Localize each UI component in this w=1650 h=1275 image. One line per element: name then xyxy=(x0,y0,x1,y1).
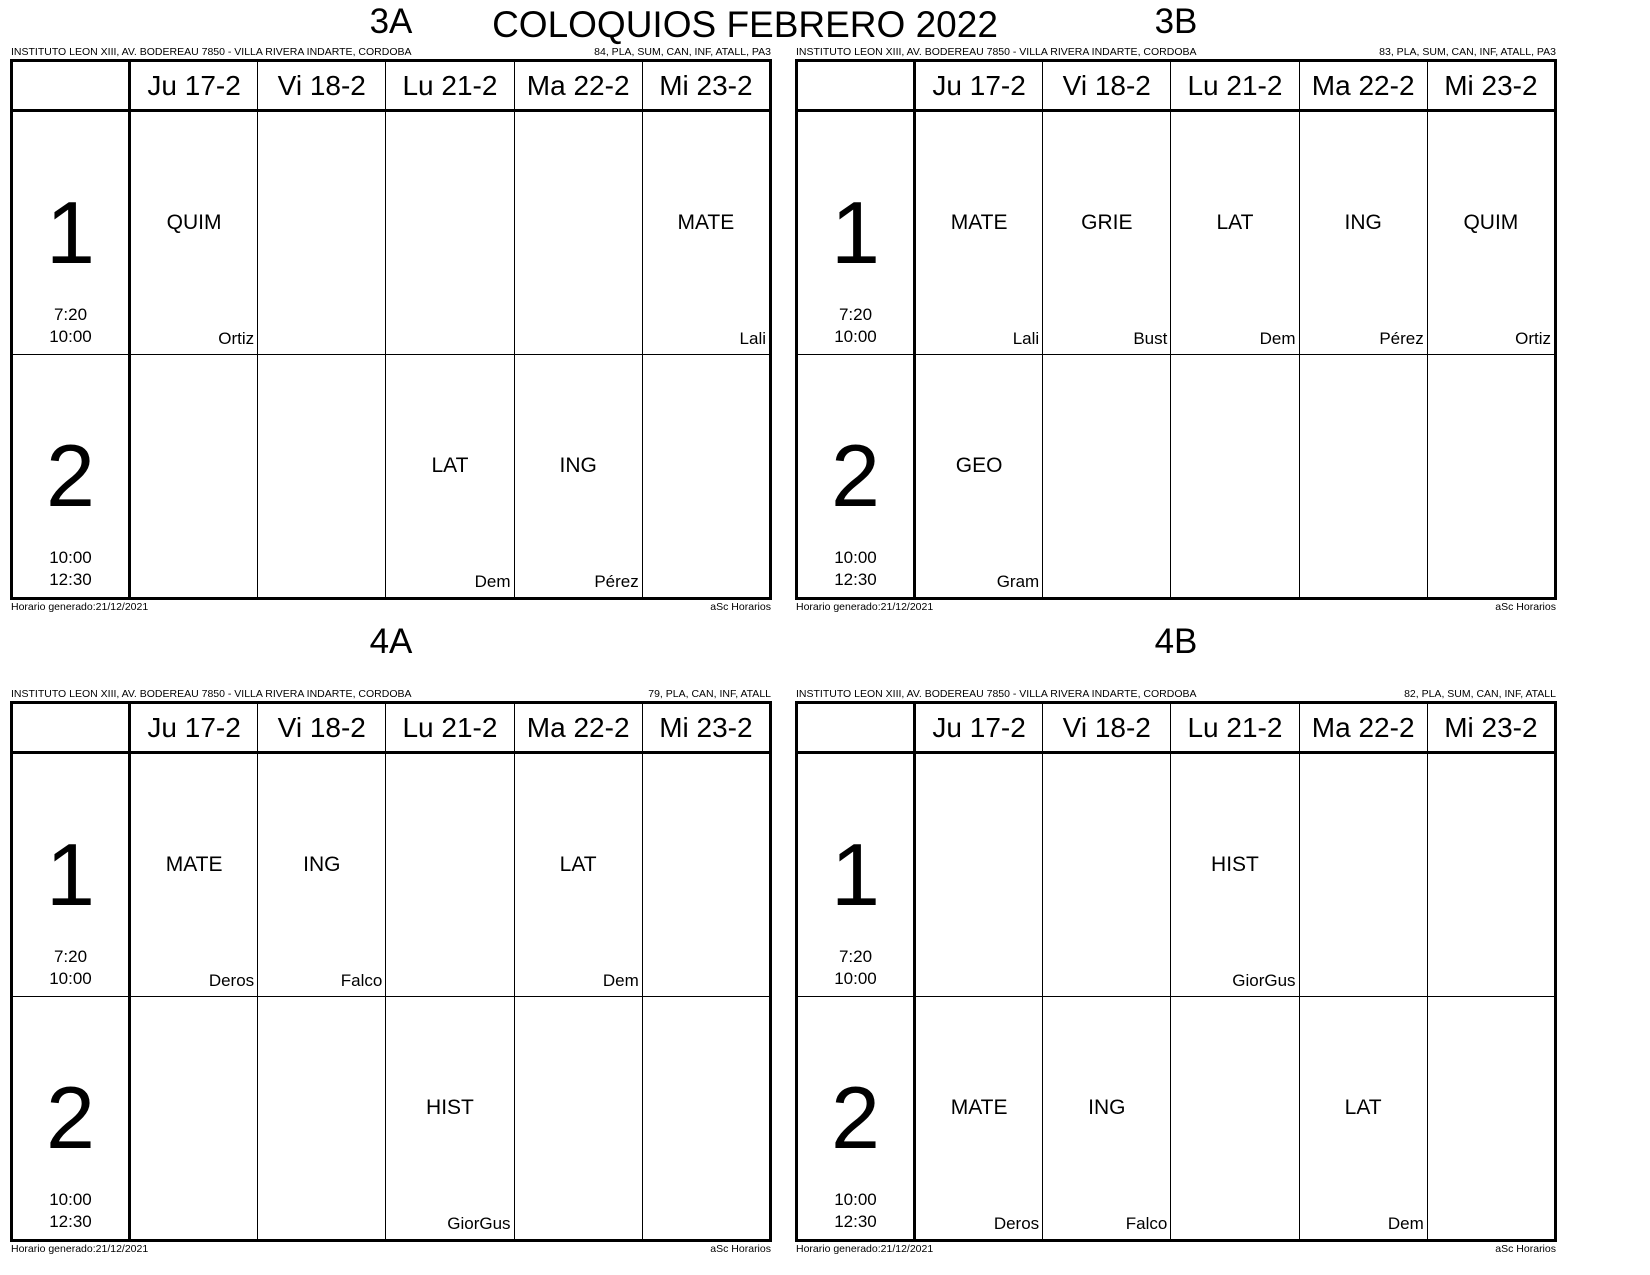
day-header-row xyxy=(797,61,1556,111)
timetable-block-4a xyxy=(10,622,772,1255)
teacher-label: Deros xyxy=(993,1214,1040,1233)
lesson-cell xyxy=(514,355,642,599)
lesson-cell xyxy=(258,111,386,355)
generated-date: Horario generado:21/12/2021 xyxy=(11,601,149,613)
period-row xyxy=(12,753,771,997)
lesson-cell xyxy=(1171,355,1299,599)
lesson-cell xyxy=(1299,355,1427,599)
corner-cell xyxy=(797,61,915,111)
subject-label: QUIM xyxy=(1463,211,1519,235)
teacher-label: Ortiz xyxy=(1515,329,1551,348)
day-header: Vi 18-2 xyxy=(1043,61,1171,111)
lesson-cell xyxy=(1043,355,1171,599)
timetable-block-3a xyxy=(10,2,772,613)
period-number: 1 xyxy=(831,183,880,282)
timetable-grid xyxy=(10,701,772,1242)
lesson-cell xyxy=(642,111,770,355)
period-number: 2 xyxy=(831,1068,880,1167)
subject-label: HIST xyxy=(1211,853,1259,877)
subject-label: ING xyxy=(303,853,341,877)
teacher-label: GiorGus xyxy=(447,1214,511,1233)
teacher-label: Pérez xyxy=(594,572,639,591)
lesson-cell xyxy=(915,355,1043,599)
lesson-cell xyxy=(1043,111,1171,355)
lesson-cell xyxy=(915,111,1043,355)
day-header: Vi 18-2 xyxy=(258,61,386,111)
lesson-cell xyxy=(514,111,642,355)
period-cell xyxy=(12,111,130,355)
lesson-cell xyxy=(386,753,514,997)
teacher-label: Ortiz xyxy=(218,329,255,348)
period-cell xyxy=(12,997,130,1241)
timetable-grid xyxy=(10,59,772,600)
period-cell xyxy=(12,753,130,997)
subject-label: GRIE xyxy=(1081,211,1133,235)
period-cell xyxy=(797,111,915,355)
corner-cell xyxy=(12,61,130,111)
asc-horarios-brand: aSc Horarios xyxy=(710,1243,771,1255)
day-header: Ma 22-2 xyxy=(1299,703,1427,753)
class-title: 4A xyxy=(369,622,413,661)
corner-cell xyxy=(12,703,130,753)
subject-label: HIST xyxy=(426,1096,474,1120)
teacher-label: Gram xyxy=(996,572,1040,591)
teacher-label: Dem xyxy=(1387,1214,1424,1233)
lesson-cell xyxy=(1299,111,1427,355)
time-start: 7:20 xyxy=(838,304,873,324)
rooms-list: 82, PLA, SUM, CAN, INF, ATALL xyxy=(1404,688,1556,700)
period-cell xyxy=(797,355,915,599)
lesson-cell xyxy=(258,997,386,1241)
period-times xyxy=(13,547,128,591)
day-header: Ma 22-2 xyxy=(514,703,642,753)
lesson-cell xyxy=(386,355,514,599)
time-end: 10:00 xyxy=(49,968,92,988)
lesson-cell xyxy=(130,753,258,997)
day-header: Ma 22-2 xyxy=(1299,61,1427,111)
teacher-label: Lali xyxy=(739,329,766,348)
teacher-label: Dem xyxy=(602,971,639,990)
day-header-row xyxy=(12,703,771,753)
time-start: 10:00 xyxy=(834,547,877,567)
corner-cell xyxy=(797,703,915,753)
period-times xyxy=(798,946,913,990)
time-end: 12:30 xyxy=(49,569,92,589)
subject-label: QUIM xyxy=(166,211,222,235)
teacher-label: Deros xyxy=(208,971,255,990)
institute-address: INSTITUTO LEON XIII, AV. BODEREAU 7850 - VILLA RIVERA INDARTE, CORDOBA xyxy=(11,46,412,58)
lesson-cell xyxy=(1427,355,1555,599)
period-row xyxy=(797,111,1556,355)
teacher-label: Pérez xyxy=(1379,329,1424,348)
period-row xyxy=(797,355,1556,599)
subject-label: ING xyxy=(1344,211,1382,235)
day-header: Ju 17-2 xyxy=(915,61,1043,111)
day-header: Vi 18-2 xyxy=(1043,703,1171,753)
lesson-cell xyxy=(514,997,642,1241)
time-start: 10:00 xyxy=(49,547,92,567)
teacher-label: Falco xyxy=(340,971,383,990)
table-footer xyxy=(10,600,772,613)
day-header: Lu 21-2 xyxy=(386,703,514,753)
period-cell xyxy=(797,997,915,1241)
subject-label: MATE xyxy=(165,853,223,877)
period-row xyxy=(797,997,1556,1241)
time-end: 10:00 xyxy=(49,326,92,346)
generated-date: Horario generado:21/12/2021 xyxy=(796,601,934,613)
lesson-cell xyxy=(130,997,258,1241)
day-header: Lu 21-2 xyxy=(1171,61,1299,111)
period-number: 1 xyxy=(46,183,95,282)
day-header: Ju 17-2 xyxy=(915,703,1043,753)
lesson-cell xyxy=(1171,997,1299,1241)
teacher-label: Lali xyxy=(1012,329,1040,348)
day-header: Mi 23-2 xyxy=(1427,61,1555,111)
timetable-block-4b xyxy=(795,622,1557,1255)
lesson-cell xyxy=(1043,997,1171,1241)
period-times xyxy=(798,1189,913,1233)
lesson-cell xyxy=(642,355,770,599)
teacher-label: Dem xyxy=(474,572,511,591)
rooms-list: 83, PLA, SUM, CAN, INF, ATALL, PA3 xyxy=(1379,46,1556,58)
time-start: 7:20 xyxy=(53,304,88,324)
period-row xyxy=(12,355,771,599)
table-meta-row xyxy=(795,42,1557,59)
subject-label: ING xyxy=(1088,1096,1126,1120)
period-times xyxy=(798,547,913,591)
period-number: 2 xyxy=(46,1068,95,1167)
teacher-label: GiorGus xyxy=(1232,971,1296,990)
class-title: 3B xyxy=(1154,2,1198,41)
lesson-cell xyxy=(130,355,258,599)
lesson-cell xyxy=(1427,753,1555,997)
time-start: 10:00 xyxy=(834,1189,877,1209)
lesson-cell xyxy=(1171,111,1299,355)
day-header: Ju 17-2 xyxy=(130,61,258,111)
period-times xyxy=(798,304,913,348)
asc-horarios-brand: aSc Horarios xyxy=(1495,1243,1556,1255)
subject-label: LAT xyxy=(559,853,597,877)
table-footer xyxy=(10,1242,772,1255)
subject-label: MATE xyxy=(950,1096,1008,1120)
timetable-grid xyxy=(795,701,1557,1242)
period-number: 2 xyxy=(831,426,880,525)
period-times xyxy=(13,946,128,990)
subject-label: MATE xyxy=(950,211,1008,235)
period-row xyxy=(12,997,771,1241)
class-title: 4B xyxy=(1154,622,1198,661)
table-meta-row xyxy=(10,684,772,701)
table-footer xyxy=(795,600,1557,613)
day-header: Vi 18-2 xyxy=(258,703,386,753)
period-times xyxy=(13,1189,128,1233)
subject-label: GEO xyxy=(955,454,1003,478)
time-start: 7:20 xyxy=(838,946,873,966)
period-number: 1 xyxy=(46,825,95,924)
lesson-cell xyxy=(1427,111,1555,355)
day-header: Mi 23-2 xyxy=(642,703,770,753)
period-cell xyxy=(12,355,130,599)
period-row xyxy=(797,753,1556,997)
lesson-cell xyxy=(386,111,514,355)
period-cell xyxy=(797,753,915,997)
lesson-cell xyxy=(130,111,258,355)
table-footer xyxy=(795,1242,1557,1255)
period-row xyxy=(12,111,771,355)
lesson-cell xyxy=(915,997,1043,1241)
generated-date: Horario generado:21/12/2021 xyxy=(11,1243,149,1255)
class-title: 3A xyxy=(369,2,413,41)
page-title: COLOQUIOS FEBRERO 2022 xyxy=(492,4,998,45)
lesson-cell xyxy=(1427,997,1555,1241)
asc-horarios-brand: aSc Horarios xyxy=(710,601,771,613)
lesson-cell xyxy=(1299,997,1427,1241)
day-header: Lu 21-2 xyxy=(1171,703,1299,753)
table-meta-row xyxy=(10,42,772,59)
lesson-cell xyxy=(915,753,1043,997)
institute-address: INSTITUTO LEON XIII, AV. BODEREAU 7850 - VILLA RIVERA INDARTE, CORDOBA xyxy=(796,46,1197,58)
rooms-list: 84, PLA, SUM, CAN, INF, ATALL, PA3 xyxy=(594,46,771,58)
time-start: 7:20 xyxy=(53,946,88,966)
subject-label: LAT xyxy=(1216,211,1254,235)
day-header: Mi 23-2 xyxy=(1427,703,1555,753)
time-end: 12:30 xyxy=(834,1211,877,1231)
lesson-cell xyxy=(642,753,770,997)
period-number: 2 xyxy=(46,426,95,525)
institute-address: INSTITUTO LEON XIII, AV. BODEREAU 7850 - VILLA RIVERA INDARTE, CORDOBA xyxy=(796,688,1197,700)
lesson-cell xyxy=(1171,753,1299,997)
day-header-row xyxy=(797,703,1556,753)
table-meta-row xyxy=(795,684,1557,701)
day-header-row xyxy=(12,61,771,111)
lesson-cell xyxy=(386,997,514,1241)
lesson-cell xyxy=(1299,753,1427,997)
lesson-cell xyxy=(258,355,386,599)
timetable-block-3b xyxy=(795,2,1557,613)
day-header: Lu 21-2 xyxy=(386,61,514,111)
lesson-cell xyxy=(258,753,386,997)
time-start: 10:00 xyxy=(49,1189,92,1209)
asc-horarios-brand: aSc Horarios xyxy=(1495,601,1556,613)
day-header: Ju 17-2 xyxy=(130,703,258,753)
lesson-cell xyxy=(642,997,770,1241)
day-header: Mi 23-2 xyxy=(642,61,770,111)
time-end: 10:00 xyxy=(834,968,877,988)
time-end: 12:30 xyxy=(834,569,877,589)
rooms-list: 79, PLA, CAN, INF, ATALL xyxy=(648,688,771,700)
teacher-label: Bust xyxy=(1133,329,1168,348)
subject-label: LAT xyxy=(431,454,469,478)
lesson-cell xyxy=(514,753,642,997)
time-end: 10:00 xyxy=(834,326,877,346)
lesson-cell xyxy=(1043,753,1171,997)
period-times xyxy=(13,304,128,348)
generated-date: Horario generado:21/12/2021 xyxy=(796,1243,934,1255)
subject-label: LAT xyxy=(1344,1096,1382,1120)
institute-address: INSTITUTO LEON XIII, AV. BODEREAU 7850 - VILLA RIVERA INDARTE, CORDOBA xyxy=(11,688,412,700)
teacher-label: Falco xyxy=(1125,1214,1168,1233)
day-header: Ma 22-2 xyxy=(514,61,642,111)
teacher-label: Dem xyxy=(1259,329,1296,348)
subject-label: MATE xyxy=(677,211,735,235)
period-number: 1 xyxy=(831,825,880,924)
subject-label: ING xyxy=(559,454,597,478)
timetable-grid xyxy=(795,59,1557,600)
time-end: 12:30 xyxy=(49,1211,92,1231)
